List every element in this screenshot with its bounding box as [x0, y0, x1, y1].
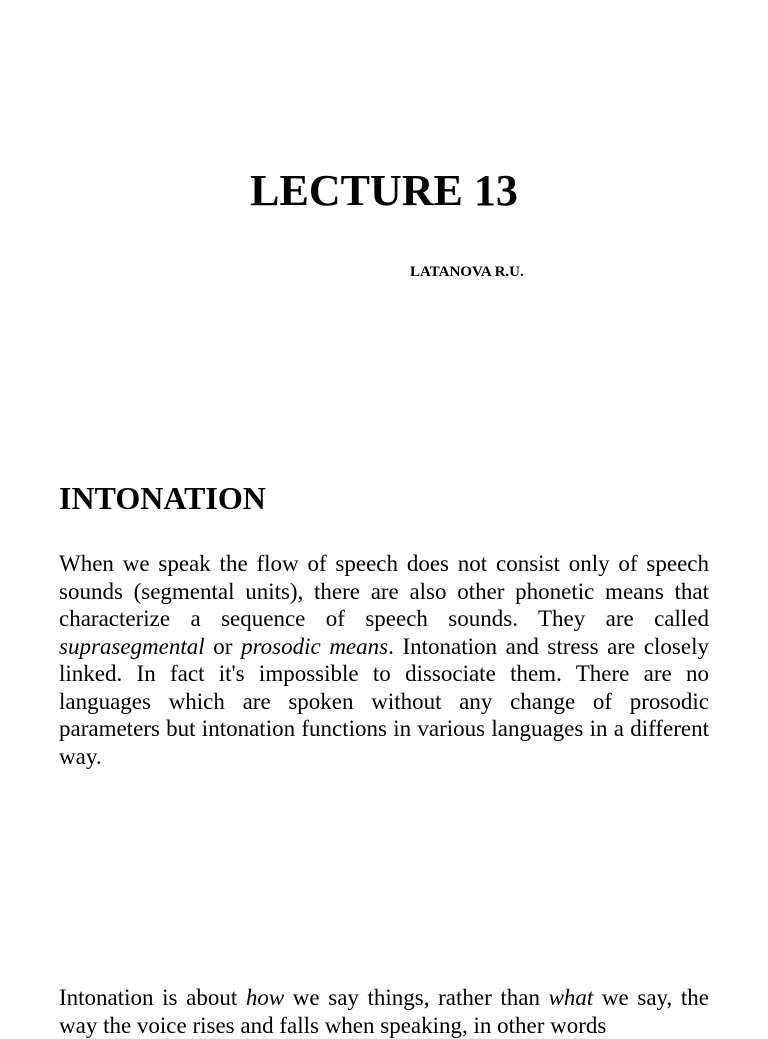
- emphasis-term: suprasegmental: [59, 633, 205, 659]
- lecture-title: LECTURE 13: [250, 166, 518, 215]
- paragraph-text: or: [204, 633, 242, 659]
- paragraph-text: When we speak the flow of speech does not consist only of speech sounds (segmental units), there are also other phonetic means that characterize a sequence of speech sounds. They are called: [59, 551, 709, 631]
- paragraph-text: Intonation is about: [59, 985, 246, 1010]
- section-heading: INTONATION: [59, 480, 266, 516]
- emphasis-term: what: [548, 985, 594, 1010]
- emphasis-term: prosodic means: [241, 633, 389, 659]
- author-name: LATANOVA R.U.: [410, 264, 524, 280]
- paragraph-intonation-intro: [59, 550, 709, 770]
- paragraph-text: . Intonation and stress are closely linked. In fact it's impossible to dissociate them. There are no languages which are spoken without any change of prosodic parameters but intonation functions in various languages in a different way.: [59, 633, 709, 769]
- emphasis-term: how: [245, 985, 285, 1010]
- paragraph-text: we say things, rather than: [284, 985, 549, 1010]
- paragraph-intonation-definition: [59, 984, 709, 1039]
- paragraph-text: we say, the way the voice rises and falls when speaking, in other words: [59, 985, 709, 1038]
